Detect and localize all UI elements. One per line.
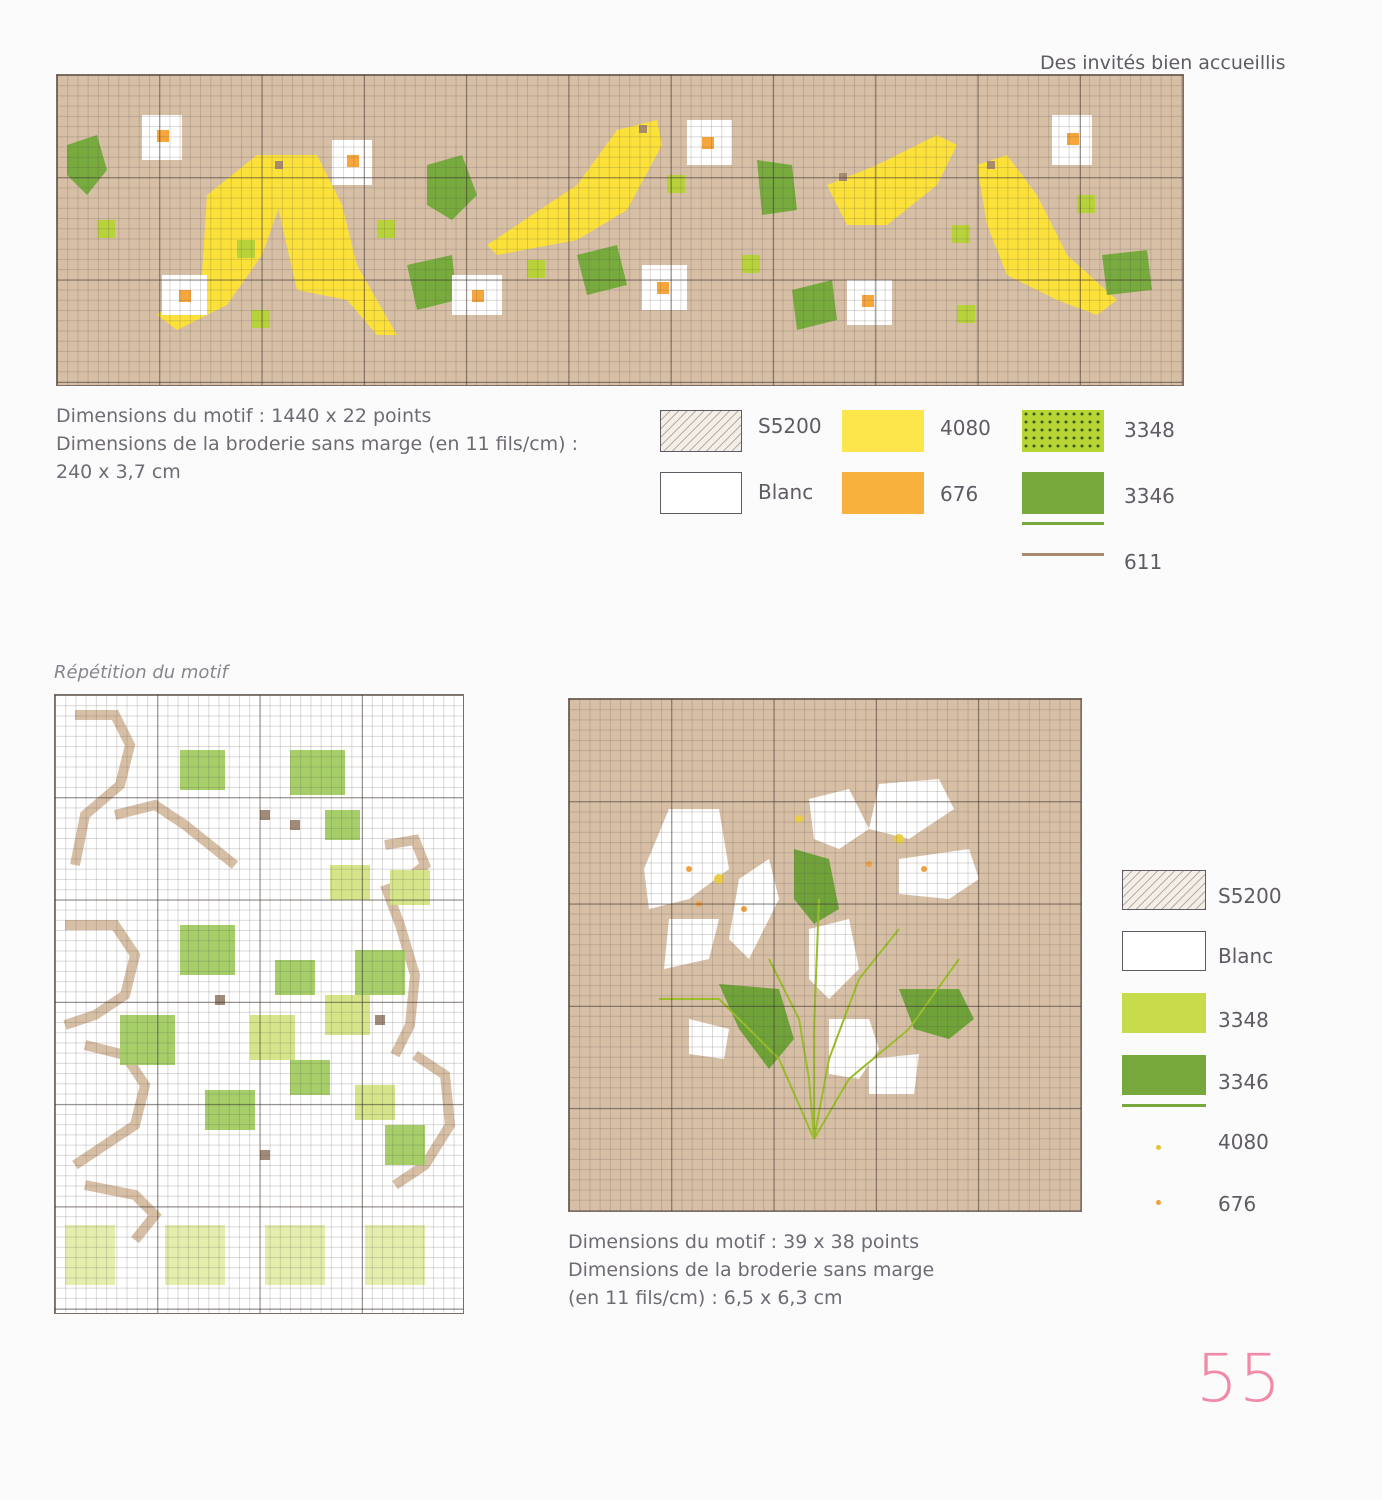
legend-swatch-s5200: [660, 410, 742, 452]
page-number: 55: [1196, 1340, 1282, 1417]
legend-swatch-3348: [1022, 410, 1104, 452]
border-chart: [56, 74, 1184, 386]
legend-label-s5200: S5200: [758, 414, 822, 438]
legend2-swatch-3348: [1122, 993, 1206, 1033]
legend2-label-blanc: Blanc: [1218, 944, 1274, 968]
flower-chart: [568, 698, 1082, 1212]
repeat-chart: [54, 694, 464, 1314]
legend-label-611: 611: [1124, 550, 1163, 574]
legend2-label-676: 676: [1218, 1192, 1257, 1216]
legend2-label-3348: 3348: [1218, 1008, 1269, 1032]
legend-line-611: [1022, 553, 1104, 556]
section-title: Des invités bien accueillis: [1040, 52, 1286, 74]
legend2-label-3346: 3346: [1218, 1070, 1269, 1094]
bird-motifs: [157, 120, 1117, 335]
flower-dimensions-line3: (en 11 fils/cm) : 6,5 x 6,3 cm: [568, 1287, 843, 1309]
legend2-swatch-s5200: [1122, 870, 1206, 910]
legend-swatch-676: [842, 472, 924, 514]
repeat-pattern: [55, 695, 463, 1313]
border-dimensions: [56, 402, 616, 486]
repeat-caption: Répétition du motif: [54, 662, 228, 683]
legend-swatch-blanc: [660, 472, 742, 514]
legend-label-blanc: Blanc: [758, 480, 814, 504]
flower-petals: [644, 779, 979, 1094]
legend-swatch-3346: [1022, 472, 1104, 514]
legend2-swatch-blanc: [1122, 931, 1206, 971]
legend2-swatch-3346: [1122, 1055, 1206, 1095]
repeat-bottom-band: [65, 1225, 425, 1285]
legend-line-3346: [1022, 522, 1104, 525]
legend2-dot-4080: [1156, 1145, 1161, 1150]
legend2-label-s5200: S5200: [1218, 884, 1282, 908]
legend2-label-4080: 4080: [1218, 1130, 1269, 1154]
border-dimensions-line1: Dimensions du motif : 1440 x 22 points: [56, 405, 432, 427]
legend-label-4080: 4080: [940, 416, 991, 440]
flower-dimensions: [568, 1228, 1088, 1312]
border-dimensions-line3: 240 x 3,7 cm: [56, 461, 181, 483]
legend2-dot-676: [1156, 1200, 1161, 1205]
legend-label-3346: 3346: [1124, 484, 1175, 508]
legend-swatch-4080: [842, 410, 924, 452]
flower-dimensions-line2: Dimensions de la broderie sans marge: [568, 1259, 935, 1281]
border-dimensions-line2: Dimensions de la broderie sans marge (en 11 fils/cm) :: [56, 433, 579, 455]
border-pattern: [57, 75, 1183, 385]
legend2-line-3346: [1122, 1104, 1206, 1107]
flower-pattern: [569, 699, 1081, 1211]
flower-dimensions-line1: Dimensions du motif : 39 x 38 points: [568, 1231, 920, 1253]
legend-label-676: 676: [940, 482, 979, 506]
legend-label-3348: 3348: [1124, 418, 1175, 442]
